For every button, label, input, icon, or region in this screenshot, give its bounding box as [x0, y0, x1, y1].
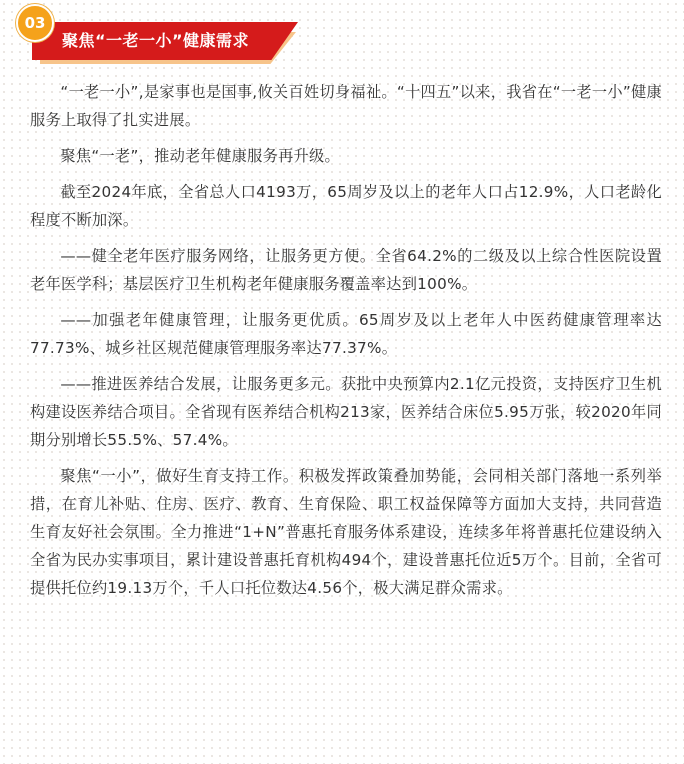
article-body — [30, 78, 662, 610]
paragraph: ——加强老年健康管理，让服务更优质。65周岁及以上老年人中医药健康管理率达77.73%、城乡社区规范健康管理服务率达77.37%。 — [30, 311, 662, 357]
section-number-badge: 03 — [16, 4, 54, 42]
paragraph: “一老一小”,是家事也是国事,攸关百姓切身福祉。“十四五”以来，我省在“一老一小”健康服务上取得了扎实进展。 — [30, 83, 662, 129]
paragraph: ——推进医养结合发展，让服务更多元。获批中央预算内2.1亿元投资，支持医疗卫生机构建设医养结合项目。全省现有医养结合机构213家，医养结合床位5.95万张，较2020年同期分别增长55.5%、57.4%。 — [30, 375, 662, 449]
section-header — [0, 0, 684, 72]
paragraph: 截至2024年底，全省总人口4193万，65周岁及以上的老年人口占12.9%，人口老龄化程度不断加深。 — [30, 183, 662, 229]
paragraph: 聚焦“一老”，推动老年健康服务再升级。 — [60, 147, 341, 165]
paragraph: ——健全老年医疗服务网络，让服务更方便。全省64.2%的二级及以上综合性医院设置老年医学科；基层医疗卫生机构老年健康服务覆盖率达到100%。 — [30, 247, 662, 293]
section-title: 聚焦“一老一小”健康需求 — [62, 31, 250, 50]
paragraph: 聚焦“一小”，做好生育支持工作。积极发挥政策叠加势能，会同相关部门落地一系列举措，在育儿补贴、住房、医疗、教育、生育保险、职工权益保障等方面加大支持，共同营造生育友好社会氛围。全力推进“1+N”普惠托育服务体系建设，连续多年将普惠托位建设纳入全省为民办实事项目，累计建设普惠托育机构494个，建设普惠托位近5万个。目前，全省可提供托位约19.13万个，千人口托位数达4.56个，极大满足群众需求。 — [30, 467, 662, 597]
